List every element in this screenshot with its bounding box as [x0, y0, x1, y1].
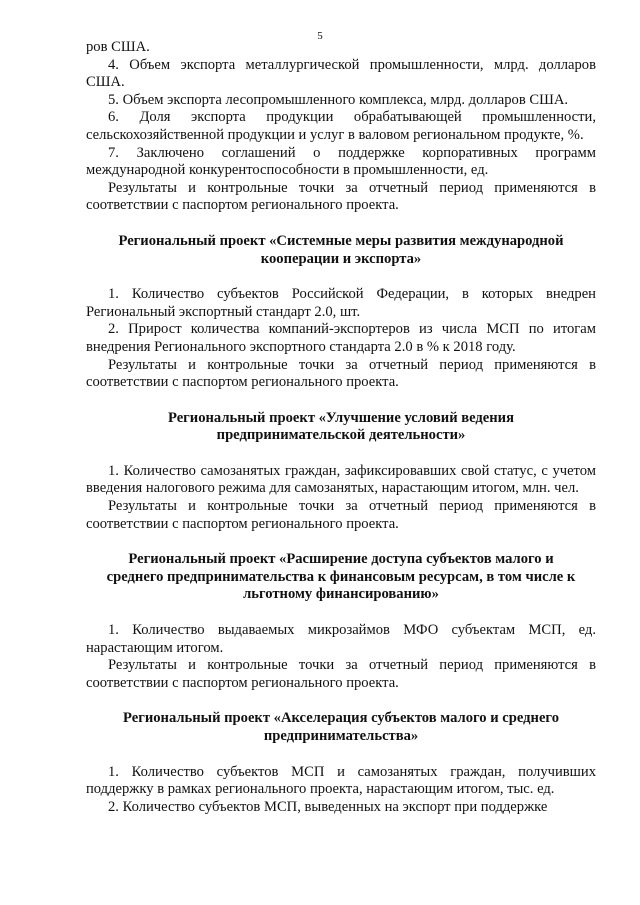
- list-item-export-share-grp: 6. Доля экспорта продукции обрабатывающей промышленности, сельскохозяйственной продукции и услуг в валовом региональном продукте, %.: [86, 109, 596, 143]
- list-item-sme-export: 2. Количество субъектов МСП, выведенных на экспорт при поддержке: [108, 798, 548, 815]
- page-number: 5: [317, 30, 323, 42]
- list-item-export-standard: 1. Количество субъектов Российской Федерации, в которых внедрен Региональный экспортный стандарт 2.0, шт.: [86, 286, 596, 320]
- document-body: [86, 39, 596, 816]
- list-item-export-metallurgy: 4. Объем экспорта металлургической промышленности, млрд. долларов США.: [86, 56, 596, 91]
- paragraph-continuation: ров США.: [86, 39, 150, 55]
- list-item-self-employed: 1. Количество самозанятых граждан, зафиксировавших свой статус, с учетом введения налогового режима для самозанятых, нарастающим итогом, млн. чел.: [86, 462, 596, 497]
- section-heading-export-cooperation: Региональный проект «Системные меры развития международной кооперации и экспорта»: [118, 232, 564, 267]
- results-note: Результаты и контрольные точки за отчетный период применяются в соответствии с паспортом регионального проекта.: [86, 356, 596, 391]
- list-item-export-timber: 5. Объем экспорта лесопромышленного комплекса, млрд. долларов США.: [108, 91, 569, 108]
- list-item-microloans: 1. Количество выдаваемых микрозаймов МФО субъектам МСП, ед. нарастающим итогом.: [86, 622, 596, 656]
- list-item-exporters-growth: 2. Прирост количества компаний-экспортеров из числа МСП по итогам внедрения Регионального экспортного стандарта 2.0 в % к 2018 году.: [86, 321, 596, 355]
- results-note: Результаты и контрольные точки за отчетный период применяются в соответствии с паспортом регионального проекта.: [86, 498, 596, 532]
- results-note: Результаты и контрольные точки за отчетный период применяются в соответствии с паспортом регионального проекта.: [86, 657, 596, 691]
- list-item-agreements: 7. Заключено соглашений о поддержке корпоративных программ международной конкурентоспособности в промышленности, ед.: [86, 144, 596, 179]
- list-item-supported-sme: 1. Количество субъектов МСП и самозанятых граждан, получивших поддержку в рамках регионального проекта, нарастающим итогом, тыс. ед.: [86, 763, 596, 798]
- section-heading-financial-access: Региональный проект «Расширение доступа субъектов малого и среднего предпринимательства к финансовым ресурсам, в том числе к льготному финансированию»: [106, 551, 576, 603]
- results-note: Результаты и контрольные точки за отчетный период применяются в соответствии с паспортом регионального проекта.: [86, 179, 596, 214]
- section-heading-business-conditions: Региональный проект «Улучшение условий ведения предпринимательской деятельности»: [167, 409, 514, 444]
- section-heading-acceleration: Региональный проект «Акселерация субъектов малого и среднего предпринимательства»: [123, 710, 559, 744]
